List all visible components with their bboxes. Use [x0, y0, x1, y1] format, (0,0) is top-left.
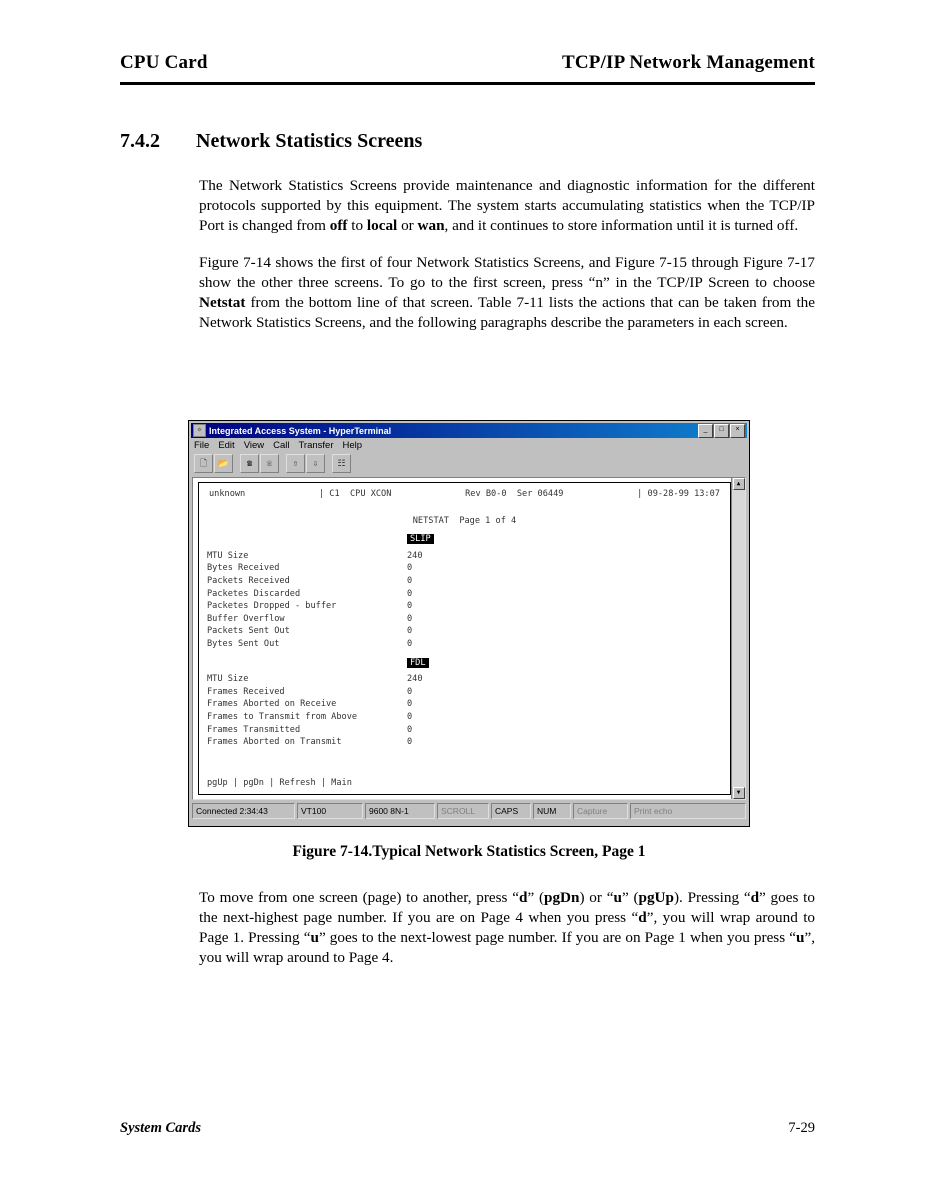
- stat-label: Packetes Discarded: [207, 588, 301, 599]
- stat-value: 0: [407, 588, 413, 599]
- stat-row: [207, 711, 722, 724]
- running-head-right: TCP/IP Network Management: [561, 52, 815, 73]
- para1-part-b: to: [347, 217, 367, 234]
- stat-label: Packetes Dropped - buffer: [207, 601, 337, 612]
- para3-pgup: pgUp: [638, 889, 674, 906]
- open-icon[interactable]: 📂: [214, 454, 233, 473]
- stat-row: [207, 673, 722, 686]
- connect-icon[interactable]: ☎: [240, 454, 259, 473]
- para2-part-a: Figure 7-14 shows the first of four Network Statistics Screens, and Figure 7-15 through Figure 7-17 show the other three screens. To go to the first screen, press “n” in the TCP/IP Screen to choose: [199, 254, 815, 291]
- para3-key-u-3: u: [796, 929, 805, 946]
- group-label-slip: SLIP: [407, 534, 434, 544]
- stat-value: 240: [407, 550, 423, 561]
- terminal-status-line: [207, 488, 722, 501]
- para3-key-u-2: u: [310, 929, 319, 946]
- hyperterminal-window: [188, 420, 750, 827]
- para2-part-b: from the bottom line of that screen. Table 7-11 lists the actions that can be taken from the Network Statistics Screens, and the following paragraphs describe the parameters in each screen.: [199, 294, 815, 331]
- status-print-echo: Print echo: [630, 803, 746, 819]
- stat-value: 0: [407, 601, 413, 612]
- toolbar: [192, 454, 746, 473]
- stat-label: Frames Aborted on Receive: [207, 699, 337, 710]
- stat-row: [207, 588, 722, 601]
- para3-key-d-2: d: [750, 889, 760, 906]
- paragraph-1: [199, 176, 815, 236]
- window-title-bar: [191, 423, 747, 438]
- para3-pgdn: pgDn: [544, 889, 580, 906]
- stat-label: Bytes Received: [207, 563, 280, 574]
- group-heading-slip: [407, 533, 722, 546]
- page-number: 7-29: [788, 1120, 815, 1136]
- body-text-block-2: [199, 888, 815, 968]
- stat-label: Packets Received: [207, 575, 290, 586]
- running-head-left: CPU Card: [120, 52, 208, 73]
- stats-block-slip: [207, 550, 722, 651]
- para3-part-c: ) or “: [579, 889, 614, 906]
- terminal-node-name: unknown: [209, 489, 246, 499]
- para1-wan: wan: [417, 217, 445, 234]
- scroll-down-icon[interactable]: ▼: [733, 787, 745, 799]
- para2-netstat: Netstat: [199, 294, 246, 311]
- status-num: NUM: [533, 803, 571, 819]
- para1-part-a: The Network Statistics Screens provide maintenance and diagnostic information for the different protocols supported by this equipment. The system starts accumulating statistics when the TCP/IP Port is changed from: [199, 177, 815, 234]
- window-title: Integrated Access System - HyperTerminal: [209, 425, 392, 436]
- stat-label: Frames Received: [207, 686, 285, 697]
- para3-key-d-3: d: [638, 909, 647, 926]
- para1-part-c: or: [397, 217, 418, 234]
- status-line-settings: 9600 8N-1: [365, 803, 435, 819]
- footer-document-title: System Cards: [120, 1120, 201, 1136]
- group-heading-fdl: [407, 657, 722, 670]
- page-running-head: [120, 52, 815, 74]
- para1-off: off: [329, 217, 348, 234]
- stat-row: [207, 550, 722, 563]
- stat-row: [207, 724, 722, 737]
- window-status-bar: [192, 803, 746, 819]
- para3-key-d-1: d: [518, 889, 528, 906]
- terminal-command-line[interactable]: pgUp | pgDn | Refresh | Main: [207, 778, 352, 789]
- stat-value: 0: [407, 737, 413, 748]
- header-divider: [120, 82, 815, 85]
- para3-part-e: ). Pressing “: [673, 889, 751, 906]
- paragraph-2: [199, 253, 815, 333]
- stat-row: [207, 686, 722, 699]
- new-icon[interactable]: 🗋: [194, 454, 213, 473]
- para1-local: local: [366, 217, 398, 234]
- stat-value: 0: [407, 638, 413, 649]
- stats-block-fdl: [207, 673, 722, 749]
- stat-value: 0: [407, 575, 413, 586]
- section-title: Network Statistics Screens: [196, 130, 423, 152]
- stat-value: 0: [407, 711, 413, 722]
- stat-label: Bytes Sent Out: [207, 638, 280, 649]
- minimize-button[interactable]: _: [698, 424, 713, 438]
- terminal-icon: ☼: [193, 424, 206, 437]
- menu-item-help[interactable]: Help: [342, 440, 363, 451]
- para3-part-g: ”, you will wrap around to Page 1. Pressing “: [199, 909, 816, 946]
- para3-part-a: To move from one screen (page) to another, press “: [199, 889, 519, 906]
- body-text-block: [199, 176, 815, 350]
- stat-label: Buffer Overflow: [207, 613, 285, 624]
- terminal-area: [192, 477, 746, 800]
- stat-label: MTU Size: [207, 674, 249, 685]
- menu-item-file[interactable]: File: [194, 440, 210, 451]
- menu-item-view[interactable]: View: [243, 440, 265, 451]
- stat-label: Packets Sent Out: [207, 626, 290, 637]
- section-heading: [120, 130, 820, 153]
- menu-bar: [192, 440, 746, 451]
- stat-value: 0: [407, 563, 413, 574]
- stat-row: [207, 638, 722, 651]
- para3-part-h: ” goes to the next-lowest page number. If you are on Page 1 when you press “: [318, 929, 796, 946]
- stat-row: [207, 736, 722, 749]
- stat-row: [207, 698, 722, 711]
- menu-item-transfer[interactable]: Transfer: [298, 440, 334, 451]
- para3-part-f: ” goes to the next-highest page number. If you are on Page 4 when you press “: [199, 889, 815, 926]
- stat-value: 0: [407, 699, 413, 710]
- status-capture: Capture: [573, 803, 628, 819]
- status-connected: Connected 2:34:43: [192, 803, 295, 819]
- status-caps: CAPS: [491, 803, 531, 819]
- para3-part-d: ” (: [621, 889, 639, 906]
- stat-row: [207, 562, 722, 575]
- terminal-revision: Rev B0-0 Ser 06449: [465, 489, 564, 499]
- paragraph-3: [199, 888, 815, 968]
- section-number: 7.4.2: [120, 130, 160, 152]
- maximize-button[interactable]: □: [714, 424, 729, 438]
- stat-row: [207, 575, 722, 588]
- stat-label: Frames Aborted on Transmit: [207, 737, 342, 748]
- group-label-fdl: FDL: [407, 658, 429, 668]
- stat-label: Frames Transmitted: [207, 724, 301, 735]
- stat-value: 240: [407, 674, 423, 685]
- stat-row: [207, 625, 722, 638]
- menu-item-edit[interactable]: Edit: [218, 440, 235, 451]
- terminal-slot-info: | C1 CPU XCON: [318, 489, 392, 499]
- scroll-up-icon[interactable]: ▲: [733, 478, 745, 490]
- stat-value: 0: [407, 613, 413, 624]
- para3-part-b: ” (: [527, 889, 545, 906]
- stat-value: 0: [407, 724, 413, 735]
- receive-icon[interactable]: ⇩: [306, 454, 325, 473]
- figure-caption: Figure 7-14.Typical Network Statistics Screen, Page 1: [292, 843, 646, 860]
- scrollbar-track[interactable]: [732, 490, 745, 787]
- stat-value: 0: [407, 626, 413, 637]
- send-icon[interactable]: ⇧: [286, 454, 305, 473]
- status-scroll: SCROLL: [437, 803, 489, 819]
- disconnect-icon[interactable]: ☏: [260, 454, 279, 473]
- para3-key-u-1: u: [613, 889, 622, 906]
- stat-row: [207, 613, 722, 626]
- stat-value: 0: [407, 686, 413, 697]
- terminal-datetime: | 09-28-99 13:07: [637, 489, 720, 499]
- stat-label: Frames to Transmit from Above: [207, 711, 358, 722]
- para1-part-d: , and it continues to store information until it is turned off.: [444, 217, 799, 234]
- status-emulation: VT100: [297, 803, 363, 819]
- menu-item-call[interactable]: Call: [273, 440, 290, 451]
- window-controls: [698, 424, 745, 438]
- properties-icon[interactable]: ☷: [332, 454, 351, 473]
- vertical-scrollbar[interactable]: [731, 478, 745, 799]
- stat-row: [207, 600, 722, 613]
- para3-part-i: ”, you will wrap around to Page 4.: [199, 929, 815, 966]
- terminal-screen: [198, 482, 731, 795]
- terminal-screen-title: NETSTAT Page 1 of 4: [412, 515, 517, 526]
- stat-label: MTU Size: [207, 550, 249, 561]
- close-button[interactable]: ×: [730, 424, 745, 438]
- page-footer: [120, 1120, 815, 1137]
